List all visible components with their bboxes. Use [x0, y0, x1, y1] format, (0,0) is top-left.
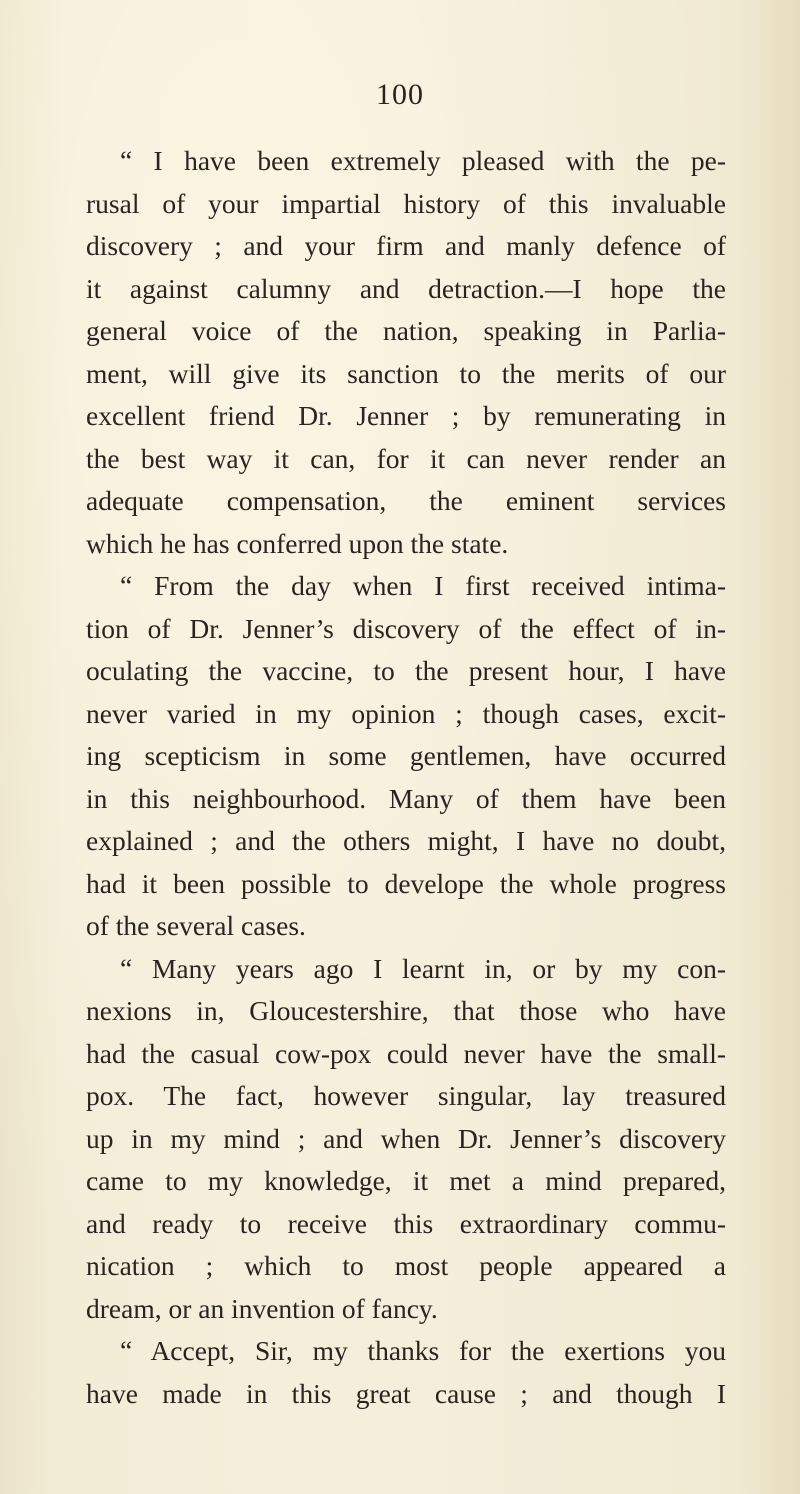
- text-line: up in my mind ; and when Dr. Jenner’s discovery: [86, 1122, 726, 1154]
- text-line: tion of Dr. Jenner’s discovery of the effect of in-: [86, 612, 726, 644]
- text-line: rusal of your impartial history of this invaluable: [86, 187, 726, 219]
- text-line: ing scepticism in some gentlemen, have occurred: [86, 740, 726, 771]
- text-line: had it been possible to develope the whole progress: [86, 867, 726, 899]
- text-line: the best way it can, for it can never render an: [86, 442, 726, 474]
- text-line: “ Many years ago I learnt in, or by my con-: [120, 952, 726, 984]
- text-line: in this neighbourhood. Many of them have been: [86, 782, 726, 814]
- text-line: explained ; and the others might, I have no doubt,: [86, 825, 726, 856]
- text-line: adequate compensation, the eminent services: [86, 485, 726, 516]
- text-line: “ I have been extremely pleased with the pe-: [120, 145, 726, 176]
- text-line: ment, will give its sanction to the merits of our: [86, 357, 726, 389]
- text-line: had the casual cow-pox could never have the small-: [86, 1037, 726, 1069]
- text-line: excellent friend Dr. Jenner ; by remunerating in: [86, 400, 726, 431]
- text-line: “ From the day when I first received intima-: [120, 570, 726, 601]
- text-line: have made in this great cause ; and though I: [86, 1377, 726, 1409]
- body-text: [86, 140, 726, 1415]
- page-number: 100: [376, 78, 424, 111]
- text-line: never varied in my opinion ; though cases, excit-: [86, 697, 726, 729]
- text-line: and ready to receive this extraordinary commu-: [86, 1207, 726, 1239]
- text-line: general voice of the nation, speaking in Parlia-: [86, 315, 726, 346]
- text-line: it against calumny and detraction.—I hope the: [86, 272, 726, 304]
- text-line: dream, or an invention of fancy.: [86, 1292, 438, 1324]
- text-line: nication ; which to most people appeared a: [86, 1250, 726, 1281]
- text-line: “ Accept, Sir, my thanks for the exertions you: [120, 1335, 726, 1366]
- text-line: discovery ; and your firm and manly defence of: [86, 230, 726, 261]
- text-line: oculating the vaccine, to the present hour, I have: [86, 655, 726, 686]
- text-line: came to my knowledge, it met a mind prepared,: [86, 1165, 726, 1196]
- text-line: pox. The fact, however singular, lay treasured: [86, 1080, 726, 1111]
- text-line: nexions in, Gloucestershire, that those who have: [86, 995, 726, 1026]
- text-line: which he has conferred upon the state.: [86, 527, 509, 559]
- text-line: of the several cases.: [86, 910, 306, 941]
